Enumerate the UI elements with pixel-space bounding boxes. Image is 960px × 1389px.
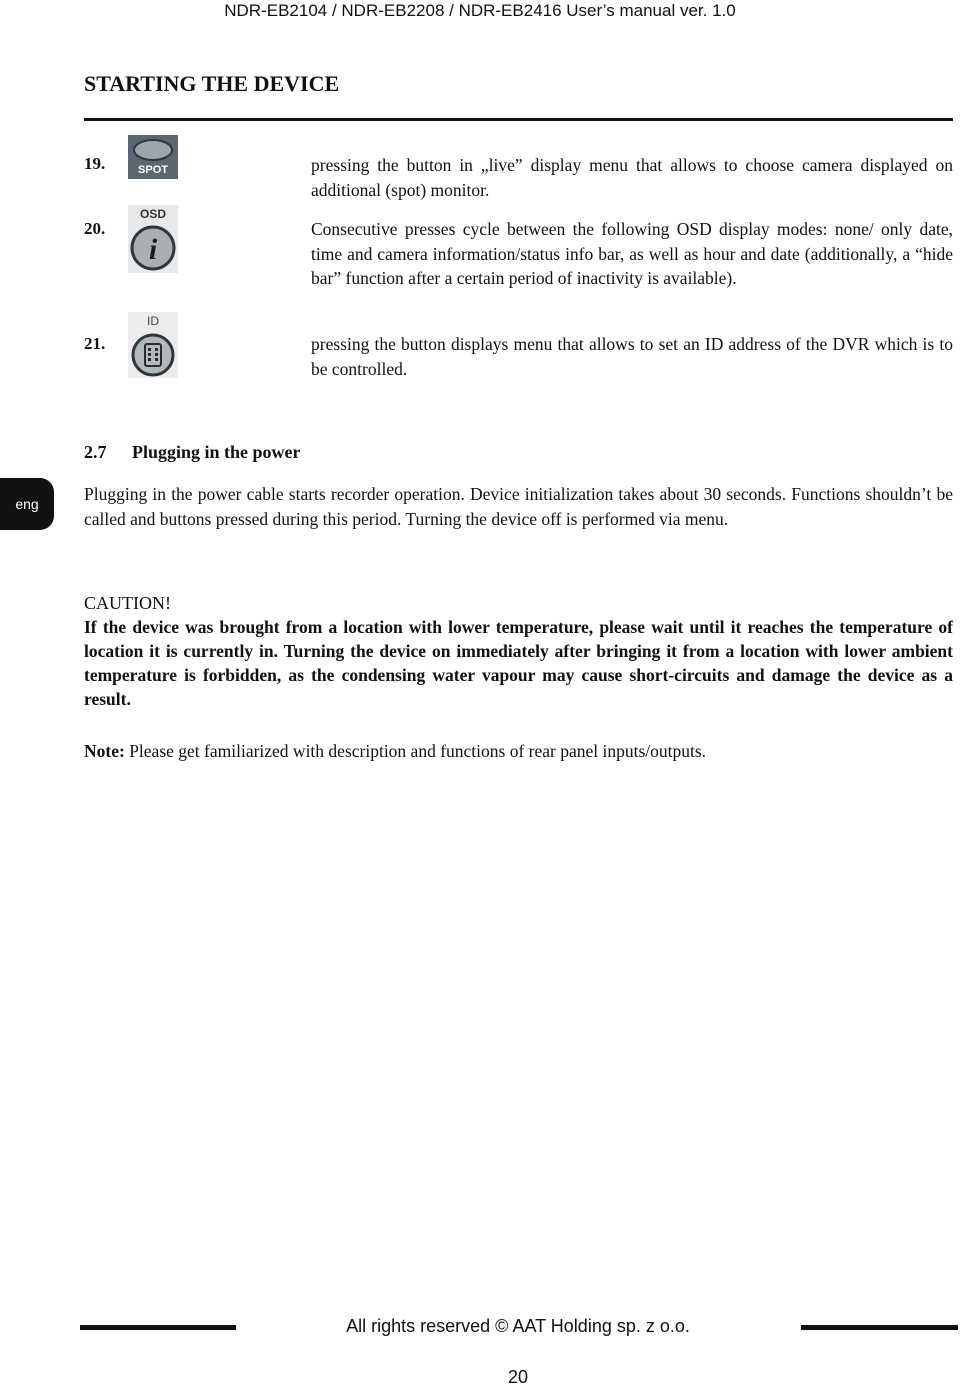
language-tab: eng [0, 478, 54, 530]
section-title: STARTING THE DEVICE [84, 71, 340, 96]
spot-button-icon [128, 135, 178, 179]
title-divider [84, 118, 953, 121]
caution-body: If the device was brought from a location with lower temperature, please wait until it reaches the temperature of location it is currently in. Turning the device on immediately after bringing it from a location with lower ambient temperature is forbidden, as the condensing water vapour may cause short-circuits and damage the device as a result. [84, 617, 953, 709]
page-header: NDR-EB2104 / NDR-EB2208 / NDR-EB2416 User’s manual ver. 1.0 [224, 1, 736, 20]
power-paragraph: Plugging in the power cable starts recorder operation. Device initialization takes about 30 seconds. Functions shouldn’t be called and buttons pressed during this period. Turning the device off is performed via menu. [84, 484, 953, 529]
item-description: pressing the button displays menu that allows to set an ID address of the DVR which is to be controlled. [311, 334, 953, 379]
svg-text:i: i [148, 233, 158, 266]
svg-text:SPOT: SPOT [138, 164, 168, 176]
item-number: 19. [84, 154, 106, 173]
caution-title: CAUTION! [84, 593, 171, 613]
item-description: Consecutive presses cycle between the following OSD display modes: none/ only date, time and camera information/status info bar, as well as hour and date (additionally, a “hide bar” function after a certain period of inactivity is available). [311, 219, 953, 288]
subsection-number: 2.7 [84, 442, 107, 462]
subsection-title: Plugging in the power [132, 442, 301, 462]
page-number: 20 [507, 1367, 529, 1387]
subsection-heading [84, 440, 301, 464]
note-text: Please get familiarized with description and functions of rear panel inputs/outputs. [124, 741, 707, 761]
item-number: 21. [84, 334, 106, 353]
id-button-icon [128, 312, 178, 378]
item-number: 20. [84, 219, 106, 238]
item-description: pressing the button in „live” display menu that allows to choose camera displayed on additional (spot) monitor. [311, 155, 953, 200]
footer-copyright: All rights reserved © AAT Holding sp. z o.o. [346, 1316, 690, 1336]
osd-info-button-icon [128, 205, 178, 273]
svg-text:OSD: OSD [139, 207, 167, 221]
note-label: Note: [84, 741, 125, 761]
svg-text:ID: ID [147, 314, 159, 328]
note-paragraph [84, 739, 706, 763]
